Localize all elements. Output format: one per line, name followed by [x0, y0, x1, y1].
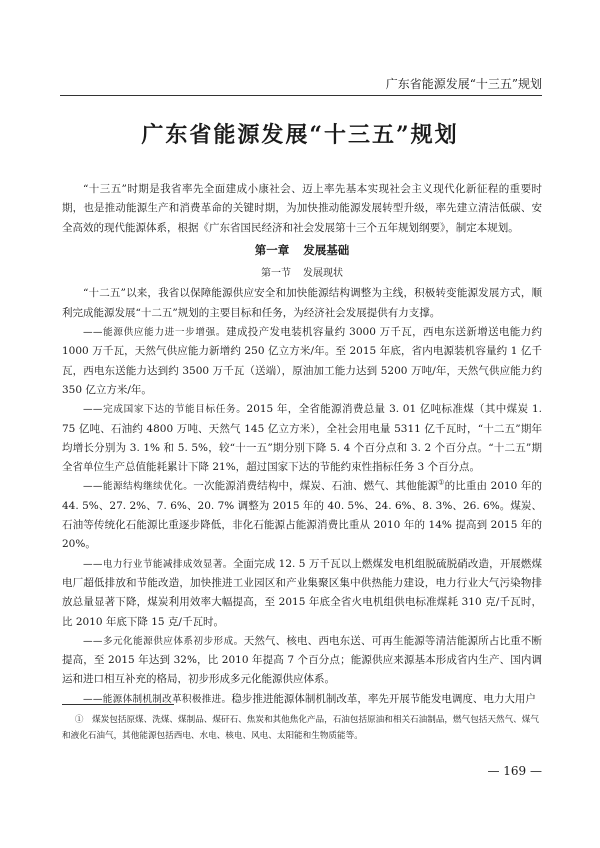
item-text: 一次能源消费结构中，煤炭、石油、燃气、其他能源: [193, 480, 439, 493]
item-text: 建成投产发电装机容量约 3000 万千瓦，西电东送新增送电能力约 1000 万千瓦，天然气供应能力新增约 250 亿立方米/年。至 2015 年底，省内电源装机容量约 1 亿千瓦，西电东送能力达到约 3500 万千瓦（送端），原油加工能力达到 5200 万吨/年，天然气供应能力约 350 亿立方米/年。: [62, 326, 542, 396]
intro-paragraph: “十三五”时期是我省率先全面建成小康社会、迈上率先基本实现社会主义现代化新征程的重要时期，也是推动能源生产和消费革命的关键时期，为加快推动能源发展转型升级，率先建立清洁低碳、安全高效的现代能源体系，根据《广东省国民经济和社会发展第十三个五年规划纲要》，制定本规划。: [62, 183, 542, 234]
section-title: 发展现状: [303, 268, 343, 280]
item-lead: ——多元化能源供应体系初步形成。: [83, 635, 244, 647]
document-title: 广东省能源发展“十三五”规划: [141, 122, 459, 148]
list-item: [62, 555, 542, 632]
item-lead: ——完成国家下达的节能目标任务。: [83, 404, 247, 416]
item-text-continued: 的比重由 2010 年的 44. 5%、27. 2%、7. 6%、20. 7% 调整为 2015 年的 40. 5%、24. 6%、8. 3%、26. 6%。煤炭、石油等传统化石能源比重逐步降低，非化石能源占能源消费比重从 2010 年的 14% 提高到 2015 年的 20%。: [62, 480, 542, 551]
footnote: ① 煤炭包括原煤、洗煤、煤制品、煤矸石、焦炭和其他焦化产品，石油包括原油和相关石油制品，燃气包括天然气、煤气和液化石油气，其他能源包括西电、水电、核电、风电、太阳能和生物质能等。: [62, 715, 539, 741]
section-heading: [62, 264, 542, 283]
chapter-title: 发展基础: [303, 242, 350, 257]
footnote-rule: [62, 704, 174, 705]
page-number: — 169 —: [487, 764, 542, 778]
item-lead: ——能源体制机制改革积极推进。: [83, 693, 232, 705]
item-text: 2015 年，全省能源消费总量 3. 01 亿吨标准煤（其中煤炭 1. 75 亿吨、石油约 4800 万吨、天然气 145 亿立方米），全社会用电量 5311 亿千瓦时，“十二五”期年均增长分别为 3. 1% 和 5. 5%，较“十一五”期分别下降 5. 4 个百分点和 3. 2 个百分点。“十二五”期全省单位生产总值能耗累计下降 21%，超过国家下达的节能约束性指标任务 3 个百分点。: [62, 403, 542, 474]
list-item: [62, 632, 542, 690]
section-number: 第一节: [261, 268, 291, 280]
item-text: 全面完成 12. 5 万千瓦以上燃煤发电机组脱硫脱硝改造，开展燃煤电厂超低排放和节能改造，加快推进工业园区和产业集聚区集中供热能力建设，电力行业大气污染物排放总量显著下降，煤炭利用效率大幅提高，至 2015 年底全省火电机组供电标准煤耗 310 克/千瓦时，比 2010 年底下降 15 克/千瓦时。: [62, 557, 542, 628]
list-item: [62, 690, 542, 709]
list-item: [62, 400, 542, 477]
list-item: [62, 477, 542, 554]
footnote-marker[interactable]: ①: [438, 478, 445, 487]
running-header: 广东省能源发展“十三五”规划: [385, 77, 542, 91]
header-rule: [60, 95, 542, 96]
overview-paragraph: “十二五”以来，我省以保障能源供应安全和加快能源结构调整为主线，积极转变能源发展方式，顺利完成能源发展“十二五”规划的主要目标和任务，为经济社会发展提供有力支撑。: [62, 287, 542, 319]
item-text: 天然气、核电、西电东送、可再生能源等清洁能源所占比重不断提高，至 2015 年达到 32%，比 2010 年提高 7 个百分点；能源供应来源基本形成省内生产、国内调运和进口相互补充的格局，初步形成多元化能源供应体系。: [62, 634, 543, 686]
item-lead: ——能源结构继续优化。: [83, 481, 194, 493]
document-body: [62, 180, 542, 709]
item-lead: ——电力行业节能减排成效显著。: [83, 558, 233, 570]
item-text: 稳步推进能源体制机制改革，率先开展节能发电调度、电力大用户: [231, 692, 536, 705]
list-item: [62, 323, 542, 400]
chapter-number: 第一章: [254, 242, 290, 257]
chapter-heading: [62, 241, 542, 260]
item-lead: ——能源供应能力进一步增强。: [83, 327, 227, 339]
